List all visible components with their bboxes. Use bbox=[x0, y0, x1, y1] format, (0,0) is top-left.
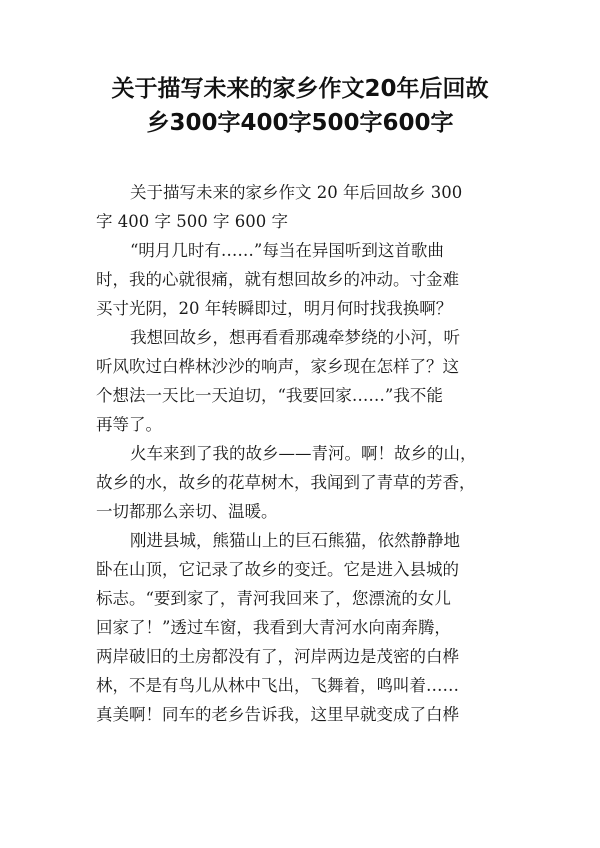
title-line: 关于描写未来的家乡作文20年后回故 bbox=[111, 76, 489, 102]
text-line: 火车来到了我的故乡——青河。啊！故乡的山， bbox=[130, 444, 477, 463]
text-line: 听风吹过白桦林沙沙的响声，家乡现在怎样了？这 bbox=[96, 357, 459, 376]
text-line: 再等了。 bbox=[96, 415, 162, 434]
paragraph bbox=[96, 526, 508, 729]
text-line: 买寸光阴，20 年转瞬即过，明月何时找我换啊？ bbox=[96, 299, 453, 318]
text-line: 关于描写未来的家乡作文 20 年后回故乡 300 bbox=[130, 183, 463, 202]
text-line: “明月几时有……”每当在异国听到这首歌曲 bbox=[130, 241, 444, 260]
text-line: 字 400 字 500 字 600 字 bbox=[96, 212, 288, 231]
text-line: 卧在山顶，它记录了故乡的变迁。它是进入县城的 bbox=[96, 560, 459, 579]
title-line: 乡300字400字500字600字 bbox=[146, 110, 454, 136]
paragraph-heading-repeat bbox=[96, 178, 508, 236]
paragraph bbox=[96, 236, 508, 323]
text-line: 真美啊！同车的老乡告诉我，这里早就变成了白桦 bbox=[96, 705, 459, 724]
document-body bbox=[96, 178, 508, 729]
document-title bbox=[60, 72, 540, 140]
text-line: 刚进县城，熊猫山上的巨石熊猫，依然静静地 bbox=[130, 531, 460, 550]
text-line: 回家了！”透过车窗，我看到大青河水向南奔腾， bbox=[96, 618, 451, 637]
text-line: 个想法一天比一天迫切，“我要回家……”我不能 bbox=[96, 386, 443, 405]
text-line: 标志。“要到家了，青河我回来了，您漂流的女儿 bbox=[96, 589, 451, 608]
text-line: 林，不是有鸟儿从林中飞出，飞舞着，鸣叫着…… bbox=[96, 676, 459, 695]
text-line: 时，我的心就很痛，就有想回故乡的冲动。寸金难 bbox=[96, 270, 459, 289]
text-line: 我想回故乡，想再看看那魂牵梦绕的小河，听 bbox=[130, 328, 460, 347]
paragraph bbox=[96, 439, 508, 526]
paragraph bbox=[96, 323, 508, 439]
text-line: 一切都那么亲切、温暖。 bbox=[96, 502, 278, 521]
text-line: 两岸破旧的土房都没有了，河岸两边是茂密的白桦 bbox=[96, 647, 459, 666]
text-line: 故乡的水，故乡的花草树木，我闻到了青草的芳香， bbox=[96, 473, 476, 492]
